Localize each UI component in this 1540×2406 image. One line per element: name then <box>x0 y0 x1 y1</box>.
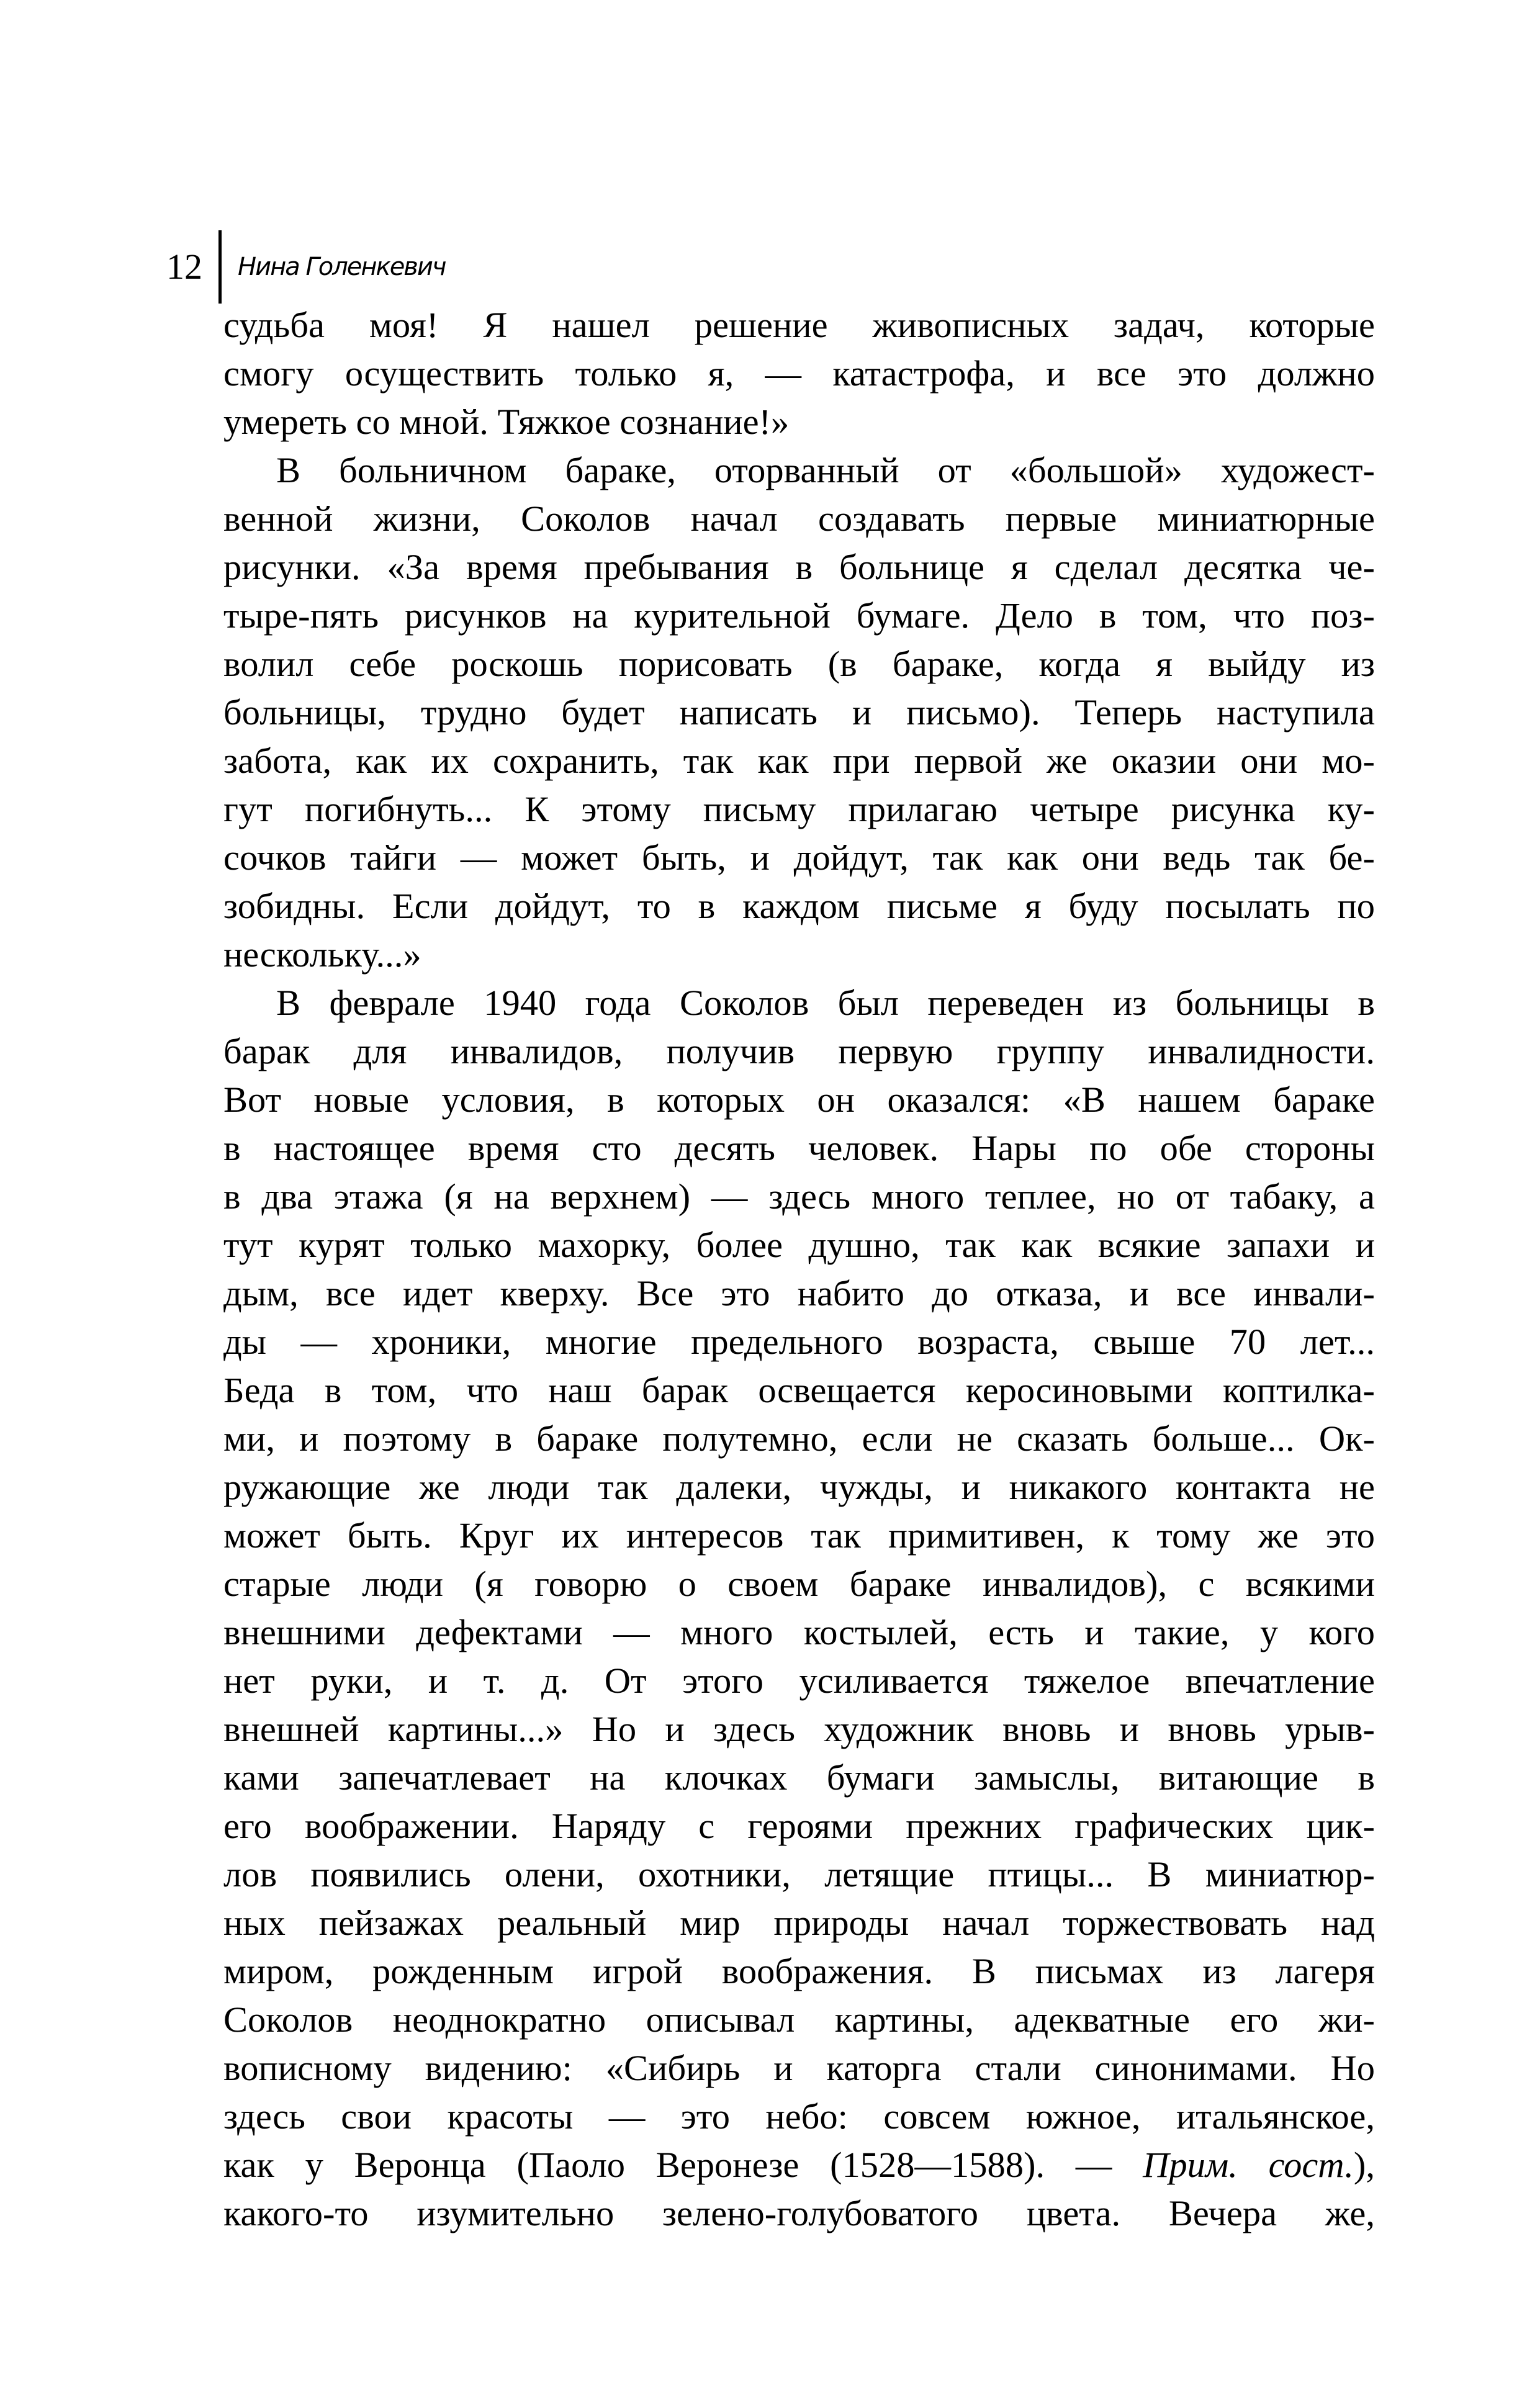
text-line-with-note <box>223 2141 1375 2189</box>
text-line: ды — хроники, многие предельного возраста, свыше 70 лет... <box>223 1322 1375 1362</box>
editor-note-italic: Прим. сост. <box>1143 2145 1354 2185</box>
text-line: сочков тайги — может быть, и дойдут, так как они ведь так бе- <box>223 837 1375 878</box>
text-line: рисунки. «За время пребывания в больнице я сделал десятка че- <box>223 547 1375 587</box>
paragraph-first-line: В больничном бараке, оторванный от «большой» художест- <box>276 450 1375 490</box>
text-line: венной жизни, Соколов начал создавать первые миниатюрные <box>223 498 1375 539</box>
text-line: ми, и поэтому в бараке полутемно, если не сказать больше... Ок- <box>223 1418 1375 1459</box>
line-start: как у Веронца (Паоло Веронезе (1528—1588). — <box>223 2145 1143 2185</box>
text-line: может быть. Круг их интересов так примитивен, к тому же это <box>223 1515 1375 1556</box>
text-line: нет руки, и т. д. От этого усиливается тяжелое впечатление <box>223 1660 1375 1701</box>
text-line: Беда в том, что наш барак освещается керосиновыми коптилка- <box>223 1370 1375 1410</box>
text-line: смогу осуществить только я, — катастрофа, и все это должно <box>223 353 1375 394</box>
running-head-author: Нина Голенкевич <box>238 253 446 281</box>
text-line: Вот новые условия, в которых он оказался: «В нашем бараке <box>223 1079 1375 1120</box>
text-line: барак для инвалидов, получив первую группу инвалидности. <box>223 1031 1375 1071</box>
paragraph-first-line: В феврале 1940 года Соколов был переведен из больницы в <box>276 983 1375 1023</box>
text-line: ками запечатлевает на клочках бумаги замыслы, витающие в <box>223 1757 1375 1798</box>
text-line: ружающие же люди так далеки, чужды, и никакого контакта не <box>223 1467 1375 1507</box>
text-line: забота, как их сохранить, так как при первой же оказии они мо- <box>223 741 1375 781</box>
text-line: его воображении. Наряду с героями прежних графических цик- <box>223 1806 1375 1846</box>
text-line: вописному видению: «Сибирь и каторга стали синонимами. Но <box>223 2048 1375 2088</box>
text-line: здесь свои красоты — это небо: совсем южное, итальянское, <box>223 2096 1375 2137</box>
page-number: 12 <box>166 246 202 287</box>
text-line: тут курят только махорку, более душно, так как всякие запахи и <box>223 1225 1375 1265</box>
text-line: Соколов неоднократно описывал картины, адекватные его жи- <box>223 1999 1375 2040</box>
text-line: внешней картины...» Но и здесь художник вновь и вновь урыв- <box>223 1709 1375 1749</box>
text-line: лов появились олени, охотники, летящие птицы... В миниатюр- <box>223 1854 1375 1895</box>
line-end: ), <box>1353 2145 1375 2185</box>
text-line: нескольку...» <box>223 934 421 975</box>
text-line: внешними дефектами — много костылей, есть и такие, у кого <box>223 1612 1375 1652</box>
body-text <box>223 301 1375 2250</box>
text-line: судьба моя! Я нашел решение живописных задач, которые <box>223 305 1375 345</box>
text-line: в два этажа (я на верхнем) — здесь много теплее, но от табаку, а <box>223 1176 1375 1217</box>
text-line: зобидны. Если дойдут, то в каждом письме я буду посылать по <box>223 886 1375 926</box>
text-line: умереть со мной. Тяжкое сознание!» <box>223 402 790 442</box>
text-line: волил себе роскошь порисовать (в бараке, когда я выйду из <box>223 644 1375 684</box>
text-line: ных пейзажах реальный мир природы начал торжествовать над <box>223 1903 1375 1943</box>
text-line: больницы, трудно будет написать и письмо). Теперь наступила <box>223 692 1375 732</box>
text-line: миром, рожденным игрой воображения. В письмах из лагеря <box>223 1951 1375 1991</box>
text-line: какого-то изумительно зелено-голубоватого цвета. Вечера же, <box>223 2193 1375 2233</box>
text-line: тыре-пять рисунков на курительной бумаге. Дело в том, что поз- <box>223 595 1375 636</box>
text-line: дым, все идет кверху. Все это набито до отказа, и все инвали- <box>223 1273 1375 1313</box>
text-line: гут погибнуть... К этому письму прилагаю четыре рисунка ку- <box>223 789 1375 829</box>
header-divider <box>218 230 222 304</box>
text-line: в настоящее время сто десять человек. Нары по обе стороны <box>223 1128 1375 1168</box>
text-line: старые люди (я говорю о своем бараке инвалидов), с всякими <box>223 1564 1375 1604</box>
page-header <box>166 230 446 304</box>
